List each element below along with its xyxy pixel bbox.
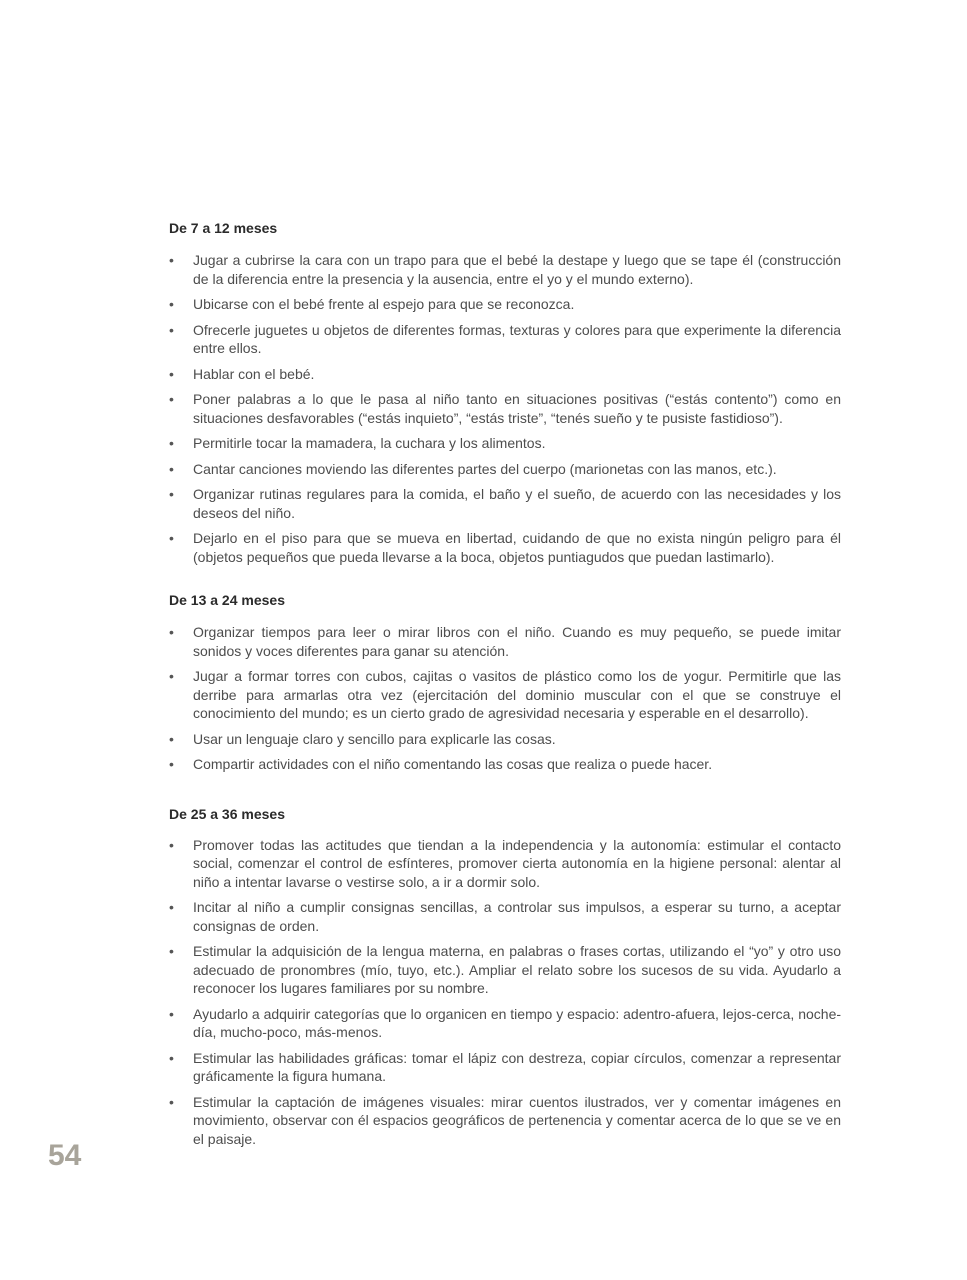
list-item (169, 321, 841, 358)
bullet-list (169, 836, 841, 1149)
bullet-icon: • (169, 943, 174, 959)
bullet-icon: • (169, 365, 174, 382)
list-item-text: Promover todas las actitudes que tiendan a la independencia y la autonomía: estimular el contacto social, comenzar el control de esfínteres, promover cierta autonomía en la higiene personal: alentar al niño a intentar lavarse o vestirse solo, a ir a dormir solo. (193, 836, 841, 890)
section-title: De 7 a 12 meses (169, 220, 278, 236)
list-item (169, 390, 841, 427)
list-item (169, 485, 841, 522)
list-item-text: Organizar rutinas regulares para la comida, el baño y el sueño, de acuerdo con las necesidades y los deseos del niño. (193, 486, 841, 521)
list-item-text: Organizar tiempos para leer o mirar libros con el niño. Cuando es muy pequeño, se puede imitar sonidos y voces diferentes para ganar su atención. (193, 624, 841, 659)
list-item-text: Dejarlo en el piso para que se mueva en libertad, cuidando de que no exista ningún peligro para él (objetos pequeños que pueda llevarse a la boca, objetos puntiagudos que puedan lastimarlo). (193, 530, 841, 565)
list-item (169, 251, 841, 288)
section-title: De 13 a 24 meses (169, 592, 285, 608)
bullet-icon: • (169, 460, 174, 477)
list-item (169, 623, 841, 660)
list-item (169, 730, 841, 749)
list-item-text: Ubicarse con el bebé frente al espejo para que se reconozca. (193, 296, 575, 312)
bullet-icon: • (169, 252, 174, 268)
list-item (169, 755, 841, 774)
bullet-list (169, 623, 841, 774)
section-7-12-months (169, 219, 841, 566)
bullet-icon: • (169, 296, 174, 312)
list-item (169, 295, 841, 314)
page-number: 54 (48, 1139, 82, 1172)
list-item (169, 434, 841, 453)
list-item (169, 1093, 841, 1149)
bullet-icon: • (169, 321, 174, 338)
page-content (169, 219, 841, 1148)
list-item (169, 460, 841, 479)
bullet-icon: • (169, 1005, 174, 1022)
list-item (169, 1049, 841, 1086)
list-item-text: Permitirle tocar la mamadera, la cuchara y los alimentos. (193, 435, 546, 451)
section-title: De 25 a 36 meses (169, 805, 285, 822)
list-item (169, 942, 841, 998)
section-25-36-months (169, 805, 841, 1149)
list-item-text: Cantar canciones moviendo las diferentes partes del cuerpo (marionetas con las manos, etc.). (193, 460, 777, 477)
bullet-list (169, 251, 841, 566)
list-item-text: Ayudarlo a adquirir categorías que lo organicen en tiempo y espacio: adentro-afuera, lejos-cerca, noche-día, mucho-poco, más-menos. (193, 1005, 842, 1040)
bullet-icon: • (169, 391, 174, 407)
list-item-text: Hablar con el bebé. (193, 365, 315, 382)
list-item (169, 836, 841, 892)
list-item-text: Jugar a cubrirse la cara con un trapo para que el bebé la destape y luego que se tape él (construcción de la diferencia entre la presencia y la ausencia, entre el yo y el mundo externo). (193, 252, 841, 287)
bullet-icon: • (169, 624, 174, 640)
list-item-text: Jugar a formar torres con cubos, cajitas o vasitos de plástico como los de yogur. Permitirle que las derribe para armarlas otra vez (ejercitación del dominio muscular con el que se construye el conocimiento del mundo; es un cierto grado de agresividad necesaria y esperable en el desarrollo). (193, 668, 841, 721)
bullet-icon: • (169, 486, 174, 502)
list-item-text: Estimular la adquisición de la lengua materna, en palabras o frases cortas, utilizando el “yo” y otro uso adecuado de pronombres (mío, tuyo, etc.). Ampliar el relato sobre los sucesos de su vida. Ayudarlo a reconocer los lugares familiares por su nombre. (193, 943, 841, 996)
bullet-icon: • (169, 530, 174, 546)
list-item (169, 365, 841, 384)
list-item-text: Estimular las habilidades gráficas: tomar el lápiz con destreza, copiar círculos, comenzar a representar gráficamente la figura humana. (193, 1049, 841, 1084)
list-item-text: Incitar al niño a cumplir consignas sencillas, a controlar sus impulsos, a esperar su turno, a aceptar consignas de orden. (193, 899, 841, 934)
section-13-24-months (169, 591, 841, 774)
bullet-icon: • (169, 899, 174, 915)
bullet-icon: • (169, 756, 174, 772)
list-item-text: Ofrecerle juguetes u objetos de diferentes formas, texturas y colores para que experimente la diferencia entre ellos. (193, 321, 841, 356)
bullet-icon: • (169, 435, 174, 451)
list-item (169, 529, 841, 566)
list-item-text: Compartir actividades con el niño comentando las cosas que realiza o puede hacer. (193, 756, 713, 772)
list-item (169, 1005, 841, 1042)
list-item-text: Poner palabras a lo que le pasa al niño tanto en situaciones positivas (“estás contento”) como en situaciones desfavorables (“estás inquieto”, “estás triste”, “tenés sueño y te pusiste fastidioso”). (193, 391, 841, 426)
bullet-icon: • (169, 1093, 174, 1110)
list-item (169, 898, 841, 935)
bullet-icon: • (169, 836, 174, 853)
list-item-text: Estimular la captación de imágenes visuales: mirar cuentos ilustrados, ver y comentar imágenes en movimiento, observar con él espacios geográficos de pertenencia y comentar acerca de lo que se ve en el paisaje. (193, 1093, 841, 1147)
bullet-icon: • (169, 730, 174, 747)
bullet-icon: • (169, 1049, 174, 1066)
list-item (169, 667, 841, 723)
bullet-icon: • (169, 668, 174, 684)
list-item-text: Usar un lenguaje claro y sencillo para explicarle las cosas. (193, 730, 556, 747)
